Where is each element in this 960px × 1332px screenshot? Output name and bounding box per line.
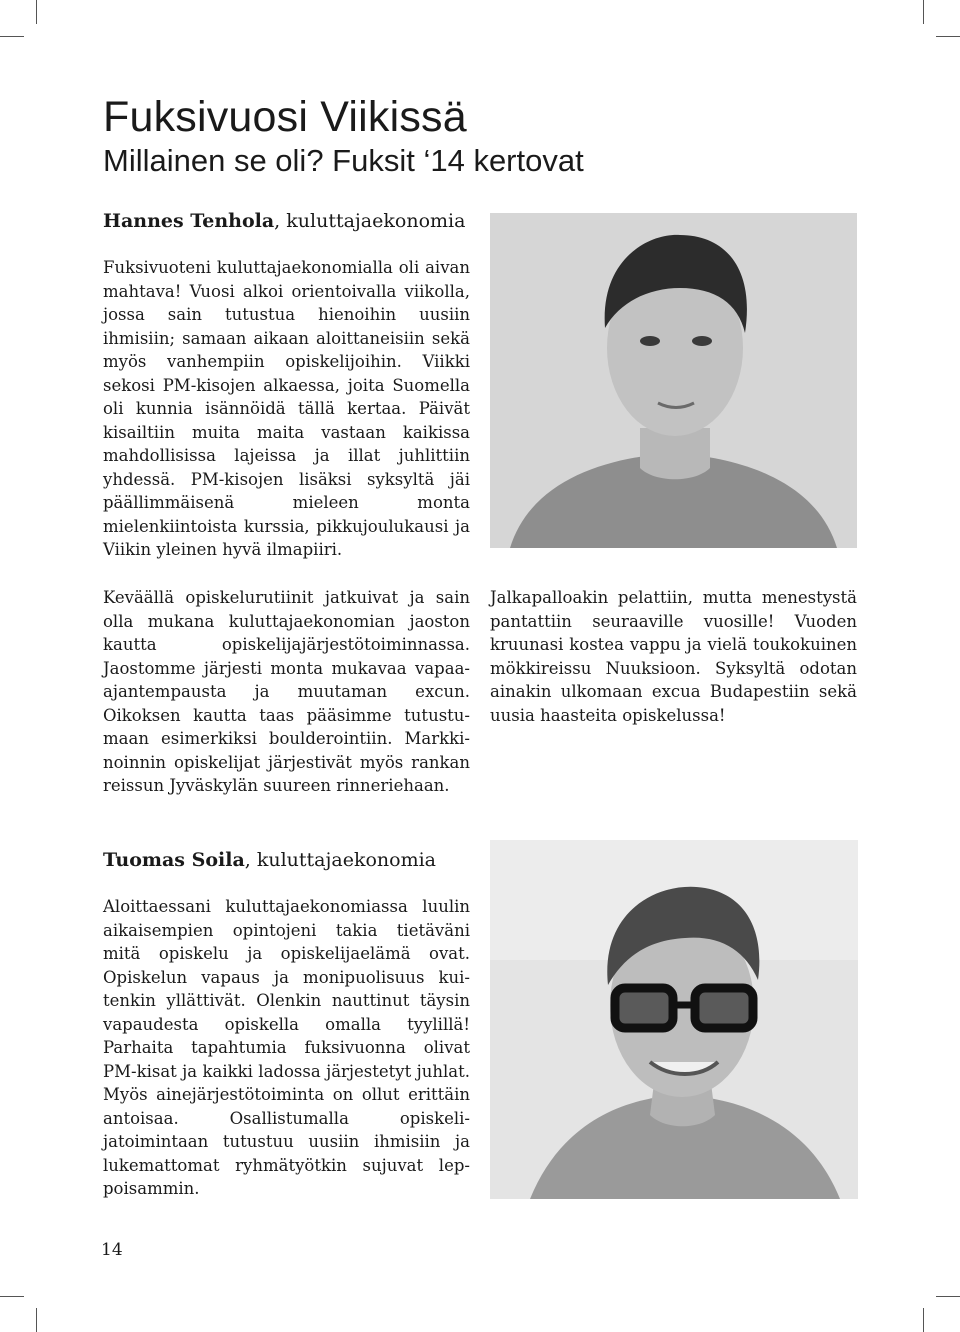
article-column	[490, 586, 857, 727]
section-heading-hannes	[103, 209, 465, 233]
student-name: Tuomas Soila	[103, 849, 245, 871]
portrait-photo-tuomas	[490, 840, 858, 1199]
crop-mark-top-left-v	[36, 0, 37, 24]
page-title: Fuksivuosi Viikissä	[103, 93, 467, 141]
crop-mark-bottom-left-h	[0, 1296, 24, 1297]
crop-mark-bottom-right-h	[936, 1296, 960, 1297]
article-paragraph: Keväällä opiskelurutiinit jatkuivat ja sain olla mukana kuluttajaekonomian jaoston kautta opiskelijajärjestötoiminnassa. Jaostomme järjesti monta mukavaa vapaa-ajantempausta ja muutaman excun. Oikoksen kautta taas pääsimme tutustumaan esimerkiksi boulderointiin. Markkinoinnin opiskelijat järjestivät myös rankan reissun Jyväskylän suureen rinneriehaan.	[103, 588, 470, 795]
page-subtitle: Millainen se oli? Fuksit ‘14 kertovat	[103, 143, 584, 178]
portrait-illustration	[490, 840, 858, 1199]
article-paragraph: Aloittaessani kuluttajaekonomiassa luulin aikaisempien opintojeni takia tietäväni mitä opiskelu ja opiskelijaelämä ovat. Opiskelun vapaus ja monipuolisuus kuitenkin yllättivät. Olenkin nauttinut täysin vapaudesta opiskella omalla tyylillä! Parhaita tapahtumia fuksivuonna olivat PM-kisat ja kaikki ladossa järjestetyt juhlat. Myös ainejärjestötoiminta on ollut erittäin antoisaa. Osallistumalla opiskelijatoimintaan tutustuu uusiin ihmisiin ja lukemattomat ryhmätyötkin sujuvat leppoisammin.	[103, 897, 470, 1198]
page-number: 14	[101, 1240, 123, 1260]
article-paragraph: Jalkapalloakin pelattiin, mutta menestystä pantattiin seuraaville vuosille! Vuoden kruunasi kostea vappu ja vielä toukokuinen mökkireissu Nuuksioon. Syksyltä odotan ainakin ulkomaan excua Budapestiin sekä uusia haasteita opiskelussa!	[490, 588, 857, 725]
crop-mark-bottom-left-v	[36, 1308, 37, 1332]
student-major: , kuluttajaekonomia	[244, 849, 437, 871]
student-major: , kuluttajaekonomia	[274, 210, 466, 232]
crop-mark-top-right-h	[936, 36, 960, 37]
student-name: Hannes Tenhola	[103, 210, 275, 232]
article-column	[103, 895, 470, 1201]
portrait-illustration	[490, 213, 857, 548]
section-heading-tuomas	[103, 848, 436, 872]
article-column	[103, 586, 470, 798]
article-column	[103, 256, 470, 562]
crop-mark-top-right-v	[923, 0, 924, 24]
article-paragraph: Fuksivuoteni kuluttajaekonomialla oli aivan mahtava! Vuosi alkoi orientoivalla viikolla, jossa sain tutustua hienoihin uusiin ihmisiin; samaan aikaan aloittaneisiin sekä myös vanhempiin opiskelijoihin. Viikki sekosi PM-kisojen alkaessa, joita Suomella oli kunnia isännöidä tällä kertaa. Päivät kisailtiin muita maita vastaan kaikissa mahdollisissa lajeissa ja illat juhlittiin yhdessä. PM-kisojen lisäksi syksyltä jäi päällimmäisenä mieleen monta mielenkiintoista kurssia, pikkujoulukausi ja Viikin yleinen hyvä ilmapiiri.	[103, 258, 470, 559]
crop-mark-bottom-right-v	[923, 1308, 924, 1332]
crop-mark-top-left-h	[0, 36, 24, 37]
portrait-photo-hannes	[490, 213, 857, 548]
